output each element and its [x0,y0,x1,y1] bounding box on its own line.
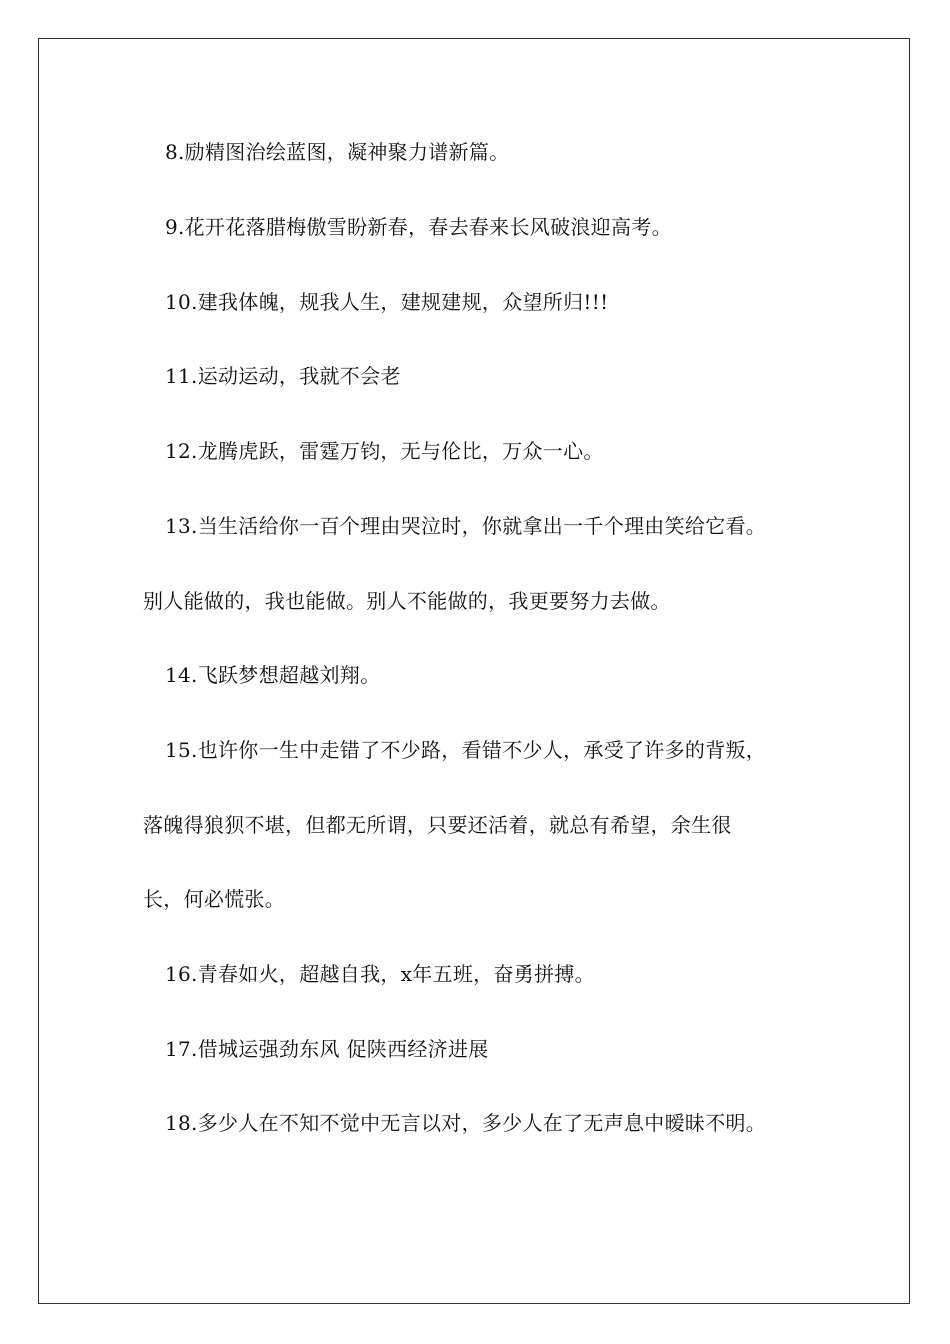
slogan-line-13-continued: 别人能做的，我也能做。别人不能做的，我更要努力去做。 [143,589,671,613]
slogan-line-10: 10.建我体魄，规我人生，建规建规，众望所归!!! [165,290,609,314]
slogan-line-16: 16.青春如火，超越自我，x年五班，奋勇拼搏。 [165,962,595,986]
slogan-line-15: 15.也许你一生中走错了不少路，看错不少人，承受了许多的背叛， [165,738,767,762]
slogan-line-15-continued: 落魄得狼狈不堪，但都无所谓，只要还活着，就总有希望，余生很 [143,813,732,837]
slogan-line-18: 18.多少人在不知不觉中无言以对，多少人在了无声息中暧昧不明。 [165,1111,767,1135]
slogan-line-9: 9.花开花落腊梅傲雪盼新春，春去春来长风破浪迎高考。 [165,215,672,239]
slogan-line-11: 11.运动运动，我就不会老 [165,364,401,388]
slogan-line-17: 17.借城运强劲东风 促陕西经济进展 [165,1037,489,1061]
slogan-line-13: 13.当生活给你一百个理由哭泣时，你就拿出一千个理由笑给它看。 [165,514,767,538]
slogan-line-8: 8.励精图治绘蓝图，凝神聚力谱新篇。 [165,140,510,164]
slogan-line-15-continued-2: 长，何必慌张。 [143,887,286,911]
slogan-line-12: 12.龙腾虎跃，雷霆万钧，无与伦比，万众一心。 [165,439,604,463]
slogan-line-14: 14.飞跃梦想超越刘翔。 [165,663,381,687]
